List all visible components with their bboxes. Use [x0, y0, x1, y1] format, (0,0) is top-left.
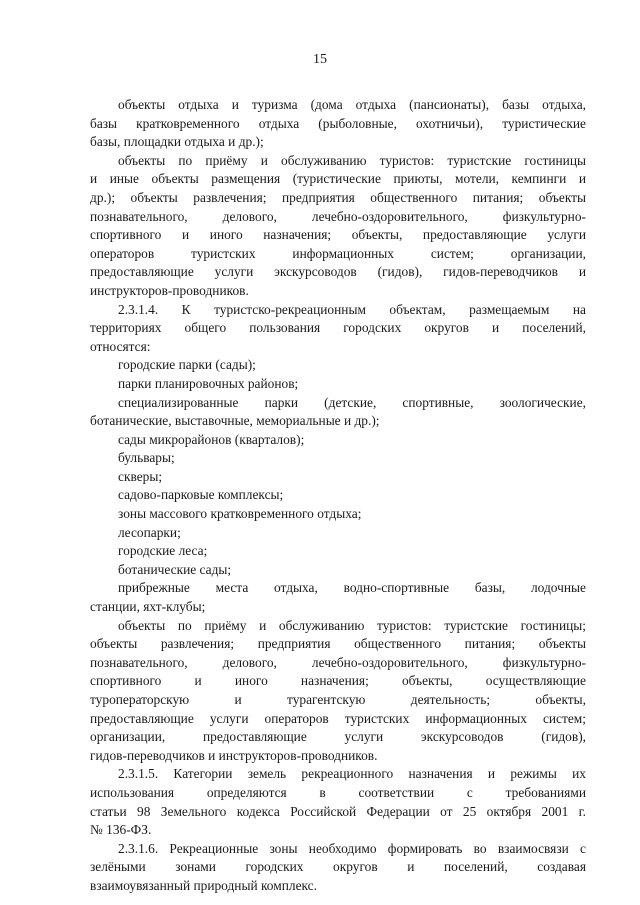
- text-line: познавательного, делового, лечебно-оздоровительного, физкультурно-: [90, 654, 586, 670]
- text-line: инструкторов-проводников.: [90, 282, 249, 298]
- text-line: 2.3.1.4. К туристско-рекреационным объектам, размещаемым на: [118, 301, 586, 317]
- text-line: использования определяются в соответствии с требованиями: [90, 784, 586, 800]
- text-line: операторов туристских информационных систем; организации,: [90, 245, 586, 261]
- list-item: парки планировочных районов;: [118, 375, 299, 391]
- paragraph-tourist-service-objects: [90, 152, 586, 301]
- list-item: скверы;: [118, 468, 163, 484]
- list-item: садово-парковые комплексы;: [118, 487, 284, 503]
- list-item: ботанические сады;: [118, 561, 232, 577]
- text-line: специализированные парки (детские, спортивные, зоологические,: [118, 394, 586, 410]
- text-line: относятся:: [90, 338, 151, 354]
- text-line: № 136-ФЗ.: [90, 822, 152, 838]
- text-line: территориях общего пользования городских округов и поселений,: [90, 320, 586, 336]
- list-item-coastal-places: [90, 579, 586, 616]
- text-line: 2.3.1.5. Категории земель рекреационного назначения и режимы их: [118, 766, 586, 782]
- text-line: прибрежные места отдыха, водно-спортивные базы, лодочные: [118, 580, 586, 596]
- document-body: [90, 96, 586, 896]
- list-item: городские парки (сады);: [118, 357, 256, 373]
- text-line: взаимоувязанный природный комплекс.: [90, 877, 317, 893]
- text-line: объекты по приёму и обслуживанию туристов: туристские гостиницы;: [118, 617, 586, 633]
- text-line: объекты развлечения; предприятия общественного питания; объекты: [90, 636, 586, 652]
- paragraph-recreation-objects: [90, 96, 586, 152]
- text-line: спортивного и иного назначения; объекты, предоставляющие услуги: [90, 227, 586, 243]
- list-item-specialized-parks: [90, 394, 586, 431]
- paragraph-2-3-1-4: [90, 301, 586, 357]
- list-item: бульвары;: [118, 450, 175, 466]
- text-line: предоставляющие услуги экскурсоводов (гидов), гидов-переводчиков и: [90, 264, 586, 280]
- paragraph-tourist-objects-2: [90, 617, 586, 766]
- list-item: сады микрорайонов (кварталов);: [118, 431, 305, 447]
- text-line: гидов-переводчиков и инструкторов-проводников.: [90, 747, 378, 763]
- paragraph-2-3-1-5: [90, 765, 586, 839]
- text-line: организации, предоставляющие услуги экскурсоводов (гидов),: [90, 729, 586, 745]
- text-line: туроператорскую и турагентскую деятельность; объекты,: [90, 692, 586, 707]
- text-line: базы кратковременного отдыха (рыболовные, охотничьи), туристические: [90, 115, 586, 131]
- text-line: зелёными зонами городских округов и поселений, создавая: [90, 859, 586, 875]
- text-line: объекты по приёму и обслуживанию туристов: туристские гостиницы: [118, 152, 586, 168]
- list-item: зоны массового кратковременного отдыха;: [118, 506, 362, 522]
- list-item: городские леса;: [118, 543, 208, 559]
- text-line: объекты отдыха и туризма (дома отдыха (пансионаты), базы отдыха,: [118, 97, 586, 112]
- text-line: станции, яхт-клубы;: [90, 599, 206, 615]
- text-line: статьи 98 Земельного кодекса Российской Федерации от 25 октября 2001 г.: [90, 803, 586, 819]
- paragraph-2-3-1-6: [90, 840, 586, 896]
- text-line: познавательного, делового, лечебно-оздоровительного, физкультурно-: [90, 208, 586, 224]
- text-line: др.); объекты развлечения; предприятия общественного питания; объекты: [90, 189, 586, 205]
- text-line: предоставляющие услуги операторов туристских информационных систем;: [90, 710, 586, 726]
- text-line: базы, площадки отдыха и др.);: [90, 134, 264, 150]
- text-line: ботанические, выставочные, мемориальные и др.);: [90, 413, 380, 429]
- text-line: и иные объекты размещения (туристические приюты, мотели, кемпинги и: [90, 171, 586, 187]
- list-item: лесопарки;: [118, 524, 181, 540]
- page-number: 15: [313, 52, 327, 67]
- text-line: спортивного и иного назначения; объекты, осуществляющие: [90, 673, 586, 689]
- text-line: 2.3.1.6. Рекреационные зоны необходимо формировать во взаимосвязи с: [118, 840, 586, 856]
